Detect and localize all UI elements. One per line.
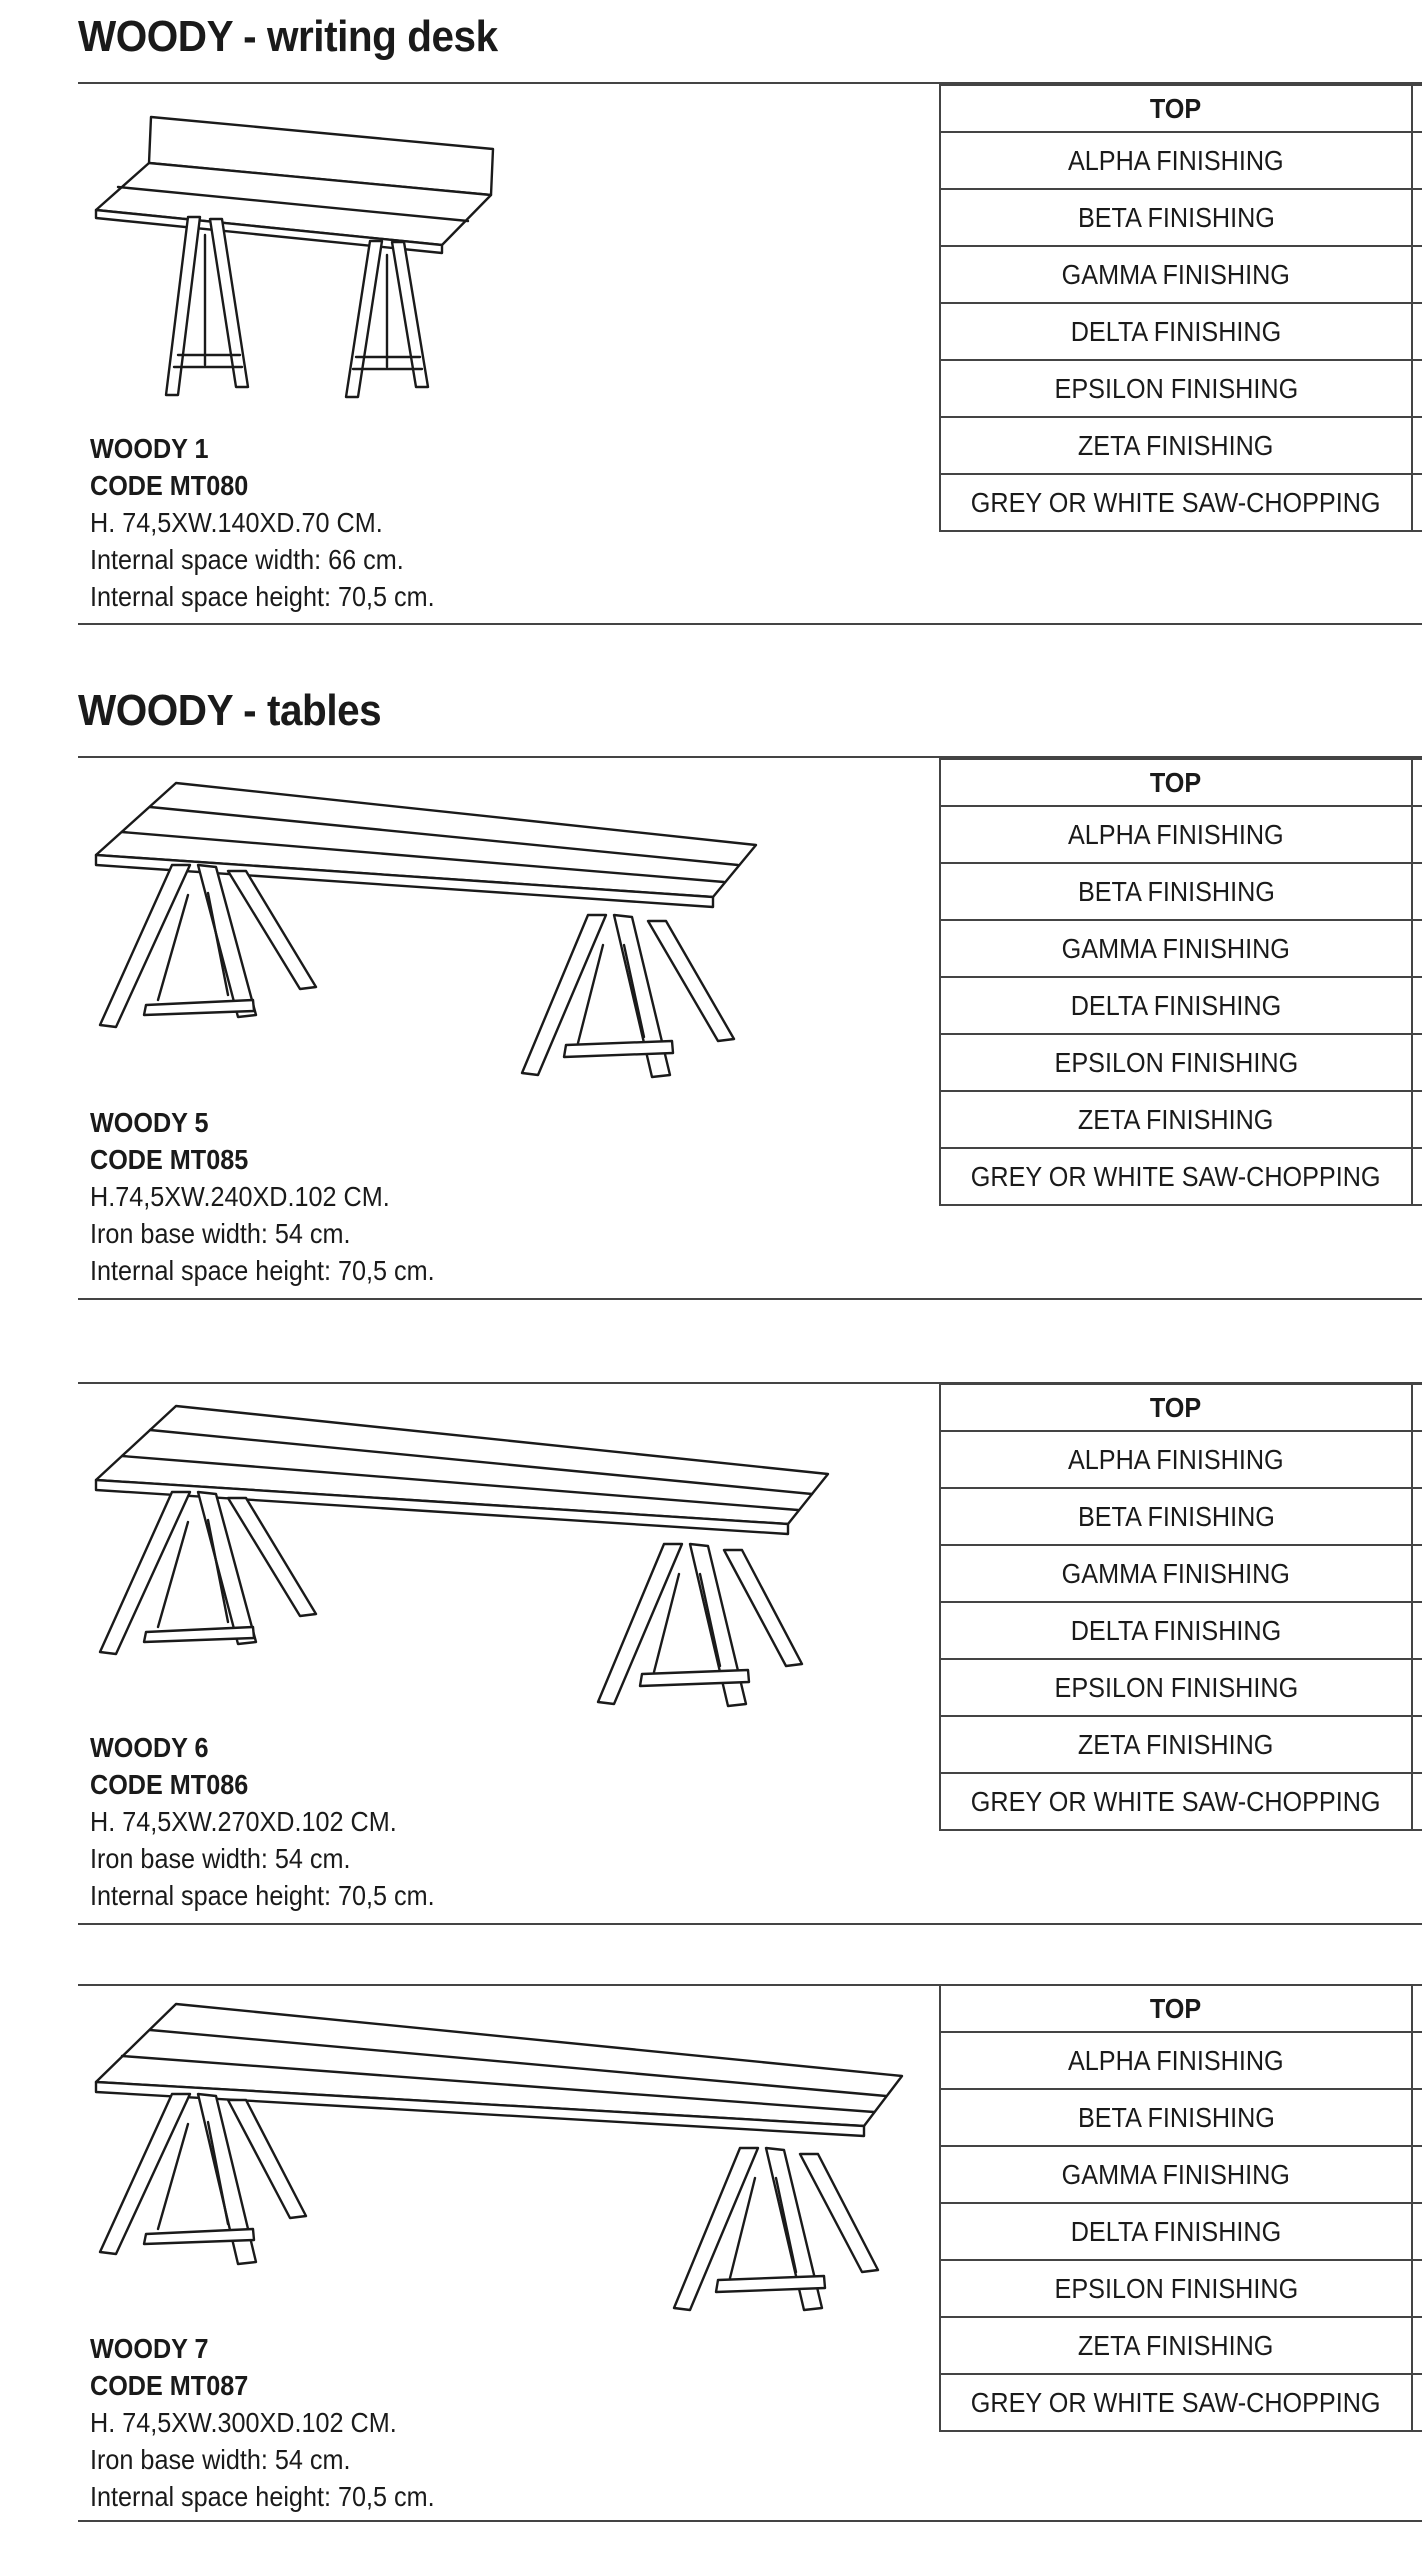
finish-row [940,246,1422,303]
finish-label: GAMMA FINISHING [1061,1557,1291,1589]
product-name: WOODY 1 [90,433,209,464]
product-name: WOODY 7 [90,2333,209,2364]
finish-table [939,1984,1422,2432]
finish-table [939,758,1422,1206]
product-code: CODE MT085 [90,1144,249,1175]
finish-row [940,2146,1422,2203]
product-detail-width: Iron base width: 54 cm. [90,1218,351,1249]
finish-table-header [940,759,1422,806]
product-info [90,430,473,615]
product-dimensions: H. 74,5XW.300XD.102 CM. [90,2407,397,2438]
finish-row [940,1431,1422,1488]
finish-row [940,1602,1422,1659]
product-detail-height: Internal space height: 70,5 cm. [90,2481,435,2512]
product-detail-height: Internal space height: 70,5 cm. [90,1880,435,1911]
product-name: WOODY 6 [90,1732,209,1763]
finish-table-header [940,85,1422,132]
finish-table [939,1383,1422,1831]
finish-row [940,1091,1422,1148]
finish-row [940,920,1422,977]
finish-label: GREY OR WHITE SAW-CHOPPING [971,2386,1381,2418]
finish-row [940,2089,1422,2146]
finish-label: DELTA FINISHING [1070,989,1282,1021]
section-heading-tables: WOODY - tables [78,686,382,735]
finish-row [940,1716,1422,1773]
product-dimensions: H.74,5XW.240XD.102 CM. [90,1181,390,1212]
table-illustration-woody-7 [88,1996,918,2336]
finish-row [940,977,1422,1034]
finish-label: DELTA FINISHING [1070,315,1282,347]
product-detail-height: Internal space height: 70,5 cm. [90,581,435,612]
finish-row [940,1773,1422,1830]
section-divider [78,623,1422,625]
finish-row [940,1034,1422,1091]
finish-label: GAMMA FINISHING [1061,932,1291,964]
table-illustration-woody-5 [88,775,918,1095]
finish-label: EPSILON FINISHING [1054,1046,1298,1078]
finish-row [940,474,1422,531]
finish-row [940,417,1422,474]
finish-row [940,2203,1422,2260]
product-detail-width: Iron base width: 54 cm. [90,2444,351,2475]
finish-row [940,303,1422,360]
finish-label: ZETA FINISHING [1078,2329,1274,2361]
finish-row [940,1545,1422,1602]
finish-label: ZETA FINISHING [1078,429,1274,461]
finish-table [939,84,1422,532]
finish-row [940,2260,1422,2317]
product-name: WOODY 5 [90,1107,209,1138]
writing-desk-illustration [88,105,918,415]
finish-label: BETA FINISHING [1077,1500,1275,1532]
finish-label: GREY OR WHITE SAW-CHOPPING [971,486,1381,518]
finish-table-header [940,1985,1422,2032]
finish-row [940,1488,1422,1545]
finish-row [940,2374,1422,2431]
finish-label: GREY OR WHITE SAW-CHOPPING [971,1785,1381,1817]
finish-label: GAMMA FINISHING [1061,258,1291,290]
finish-label: ZETA FINISHING [1078,1103,1274,1135]
finish-label: EPSILON FINISHING [1054,372,1298,404]
finish-label: BETA FINISHING [1077,2101,1275,2133]
table-illustration-woody-6 [88,1398,918,1718]
finish-label: EPSILON FINISHING [1054,2272,1298,2304]
finish-row [940,360,1422,417]
finish-label: DELTA FINISHING [1070,2215,1282,2247]
product-info [90,2330,473,2515]
product-code: CODE MT080 [90,470,249,501]
finish-label: BETA FINISHING [1077,201,1275,233]
finish-table-header [940,1384,1422,1431]
product-detail-height: Internal space height: 70,5 cm. [90,1255,435,1286]
product-detail-width: Iron base width: 54 cm. [90,1843,351,1874]
finish-label: GAMMA FINISHING [1061,2158,1291,2190]
finish-label: GREY OR WHITE SAW-CHOPPING [971,1160,1381,1192]
finish-row [940,2317,1422,2374]
finish-label: ALPHA FINISHING [1068,1443,1284,1475]
section-heading-writing-desk: WOODY - writing desk [78,12,498,61]
section-divider [78,1923,1422,1925]
finish-label: EPSILON FINISHING [1054,1671,1298,1703]
product-info [90,1729,473,1914]
finish-row [940,132,1422,189]
product-code: CODE MT086 [90,1769,249,1800]
finish-row [940,2032,1422,2089]
finish-header-label: TOP [1150,92,1202,124]
finish-label: BETA FINISHING [1077,875,1275,907]
finish-label: ALPHA FINISHING [1068,144,1284,176]
finish-label: DELTA FINISHING [1070,1614,1282,1646]
finish-row [940,189,1422,246]
finish-label: ALPHA FINISHING [1068,818,1284,850]
product-code: CODE MT087 [90,2370,249,2401]
finish-header-label: TOP [1150,766,1202,798]
section-divider [78,1298,1422,1300]
finish-header-label: TOP [1150,1992,1202,2024]
product-dimensions: H. 74,5XW.140XD.70 CM. [90,507,383,538]
finish-row [940,1148,1422,1205]
finish-label: ALPHA FINISHING [1068,2044,1284,2076]
finish-row [940,806,1422,863]
finish-header-label: TOP [1150,1391,1202,1423]
product-detail-width: Internal space width: 66 cm. [90,544,404,575]
product-dimensions: H. 74,5XW.270XD.102 CM. [90,1806,397,1837]
finish-row [940,1659,1422,1716]
finish-label: ZETA FINISHING [1078,1728,1274,1760]
product-info [90,1104,473,1289]
finish-row [940,863,1422,920]
section-divider [78,2520,1422,2522]
